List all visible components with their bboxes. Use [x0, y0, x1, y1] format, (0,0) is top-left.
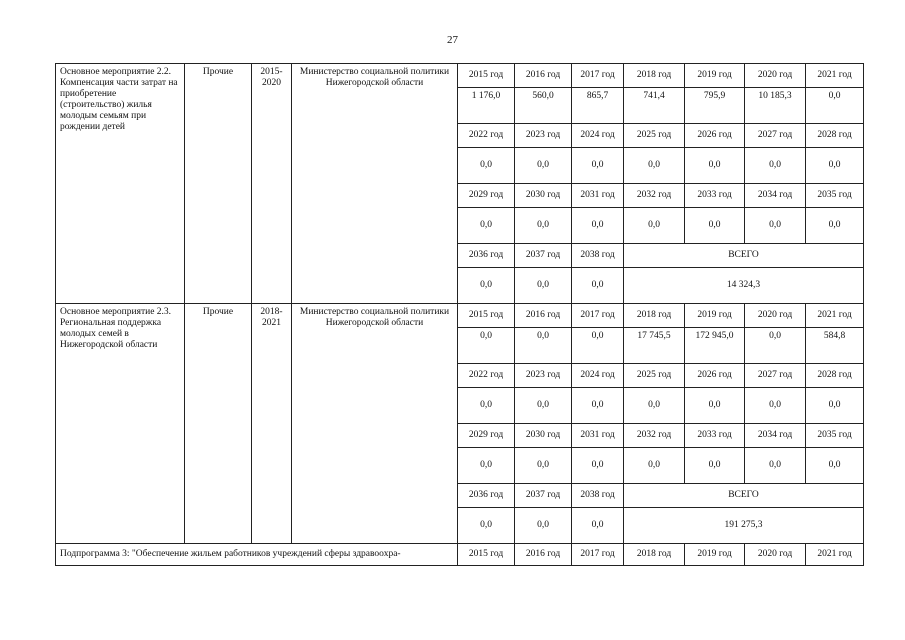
- year-header: 2025 год: [624, 124, 685, 148]
- year-header: 2021 год: [806, 64, 864, 88]
- measure-description: Основное мероприятие 2.2. Компенсация части затрат на приобретение (строительство) жилья молодым семьям при рождении детей: [56, 64, 185, 304]
- year-header: 2016 год: [515, 304, 572, 328]
- total-label: ВСЕГО: [624, 484, 864, 508]
- year-header: 2022 год: [458, 364, 515, 388]
- year-header: 2026 год: [685, 124, 745, 148]
- year-header: 2019 год: [685, 64, 745, 88]
- year-header: 2020 год: [745, 64, 806, 88]
- year-header: 2032 год: [624, 424, 685, 448]
- year-header: 2024 год: [572, 364, 624, 388]
- responsible-executor: Министерство социальной политики Нижегородской области: [292, 64, 458, 304]
- year-header: 2023 год: [515, 364, 572, 388]
- year-header: 2024 год: [572, 124, 624, 148]
- page-number: 27: [447, 34, 458, 46]
- subprogram-row: [56, 544, 864, 566]
- year-header: 2028 год: [806, 124, 864, 148]
- implementation-period: 2018-2021: [252, 304, 292, 544]
- year-header: 2015 год: [458, 304, 515, 328]
- year-header: 2015 год: [458, 64, 515, 88]
- year-header: 2017 год: [572, 304, 624, 328]
- year-value: 0,0: [806, 208, 864, 244]
- year-value: 0,0: [685, 208, 745, 244]
- year-value: 0,0: [458, 148, 515, 184]
- year-header: 2018 год: [624, 64, 685, 88]
- year-header: 2032 год: [624, 184, 685, 208]
- year-value: 0,0: [745, 388, 806, 424]
- implementation-period: 2015-2020: [252, 64, 292, 304]
- year-value: 0,0: [515, 508, 572, 544]
- year-header: 2017 год: [572, 544, 624, 566]
- year-value: 0,0: [515, 328, 572, 364]
- year-header: 2016 год: [515, 64, 572, 88]
- year-header: 2019 год: [685, 544, 745, 566]
- year-value: 0,0: [806, 448, 864, 484]
- year-header: 2036 год: [458, 484, 515, 508]
- year-header: 2020 год: [745, 304, 806, 328]
- year-value: 172 945,0: [685, 328, 745, 364]
- year-header: 2022 год: [458, 124, 515, 148]
- year-value: 0,0: [806, 388, 864, 424]
- years-row: [56, 304, 864, 328]
- year-value: 0,0: [685, 148, 745, 184]
- year-header: 2023 год: [515, 124, 572, 148]
- year-header: 2029 год: [458, 424, 515, 448]
- year-header: 2021 год: [806, 304, 864, 328]
- year-value: 0,0: [458, 388, 515, 424]
- year-value: 10 185,3: [745, 88, 806, 124]
- year-value: 0,0: [624, 208, 685, 244]
- year-header: 2030 год: [515, 424, 572, 448]
- total-value: 14 324,3: [624, 268, 864, 304]
- year-value: 0,0: [458, 448, 515, 484]
- year-header: 2017 год: [572, 64, 624, 88]
- year-header: 2038 год: [572, 484, 624, 508]
- year-value: 0,0: [745, 148, 806, 184]
- subprogram-title: Подпрограмма 3: "Обеспечение жильем работников учреждений сферы здравоохра-: [56, 544, 458, 566]
- year-value: 741,4: [624, 88, 685, 124]
- year-header: 2015 год: [458, 544, 515, 566]
- year-value: 0,0: [572, 268, 624, 304]
- funding-source: Прочие: [185, 304, 252, 544]
- year-value: 0,0: [685, 448, 745, 484]
- year-value: 0,0: [458, 208, 515, 244]
- year-value: 0,0: [745, 328, 806, 364]
- year-header: 2031 год: [572, 184, 624, 208]
- year-header: 2033 год: [685, 424, 745, 448]
- year-value: 17 745,5: [624, 328, 685, 364]
- year-header: 2027 год: [745, 364, 806, 388]
- funding-source: Прочие: [185, 64, 252, 304]
- year-value: 0,0: [515, 388, 572, 424]
- year-header: 2025 год: [624, 364, 685, 388]
- year-value: 0,0: [458, 268, 515, 304]
- year-value: 0,0: [572, 508, 624, 544]
- year-value: 0,0: [458, 508, 515, 544]
- year-value: 560,0: [515, 88, 572, 124]
- year-header: 2034 год: [745, 424, 806, 448]
- total-label: ВСЕГО: [624, 244, 864, 268]
- year-header: 2035 год: [806, 424, 864, 448]
- year-value: 0,0: [515, 148, 572, 184]
- year-value: 865,7: [572, 88, 624, 124]
- year-value: 0,0: [572, 388, 624, 424]
- year-header: 2030 год: [515, 184, 572, 208]
- year-header: 2020 год: [745, 544, 806, 566]
- year-value: 0,0: [515, 208, 572, 244]
- year-value: 0,0: [515, 268, 572, 304]
- year-header: 2034 год: [745, 184, 806, 208]
- financing-table: [55, 63, 864, 566]
- year-header: 2038 год: [572, 244, 624, 268]
- year-value: 0,0: [806, 88, 864, 124]
- year-value: 0,0: [624, 148, 685, 184]
- year-value: 584,8: [806, 328, 864, 364]
- year-header: 2021 год: [806, 544, 864, 566]
- year-header: 2031 год: [572, 424, 624, 448]
- year-value: 0,0: [624, 448, 685, 484]
- year-header: 2036 год: [458, 244, 515, 268]
- year-header: 2035 год: [806, 184, 864, 208]
- year-value: 0,0: [515, 448, 572, 484]
- year-header: 2028 год: [806, 364, 864, 388]
- year-header: 2018 год: [624, 304, 685, 328]
- year-header: 2037 год: [515, 244, 572, 268]
- year-header: 2027 год: [745, 124, 806, 148]
- year-header: 2018 год: [624, 544, 685, 566]
- year-value: 0,0: [572, 208, 624, 244]
- year-header: 2029 год: [458, 184, 515, 208]
- measure-description: Основное мероприятие 2.3. Региональная поддержка молодых семей в Нижегородской области: [56, 304, 185, 544]
- year-value: 1 176,0: [458, 88, 515, 124]
- year-value: 795,9: [685, 88, 745, 124]
- year-value: 0,0: [745, 448, 806, 484]
- year-value: 0,0: [624, 388, 685, 424]
- year-header: 2026 год: [685, 364, 745, 388]
- year-header: 2033 год: [685, 184, 745, 208]
- year-value: 0,0: [806, 148, 864, 184]
- year-value: 0,0: [572, 328, 624, 364]
- year-header: 2019 год: [685, 304, 745, 328]
- year-value: 0,0: [685, 388, 745, 424]
- total-value: 191 275,3: [624, 508, 864, 544]
- responsible-executor: Министерство социальной политики Нижегородской области: [292, 304, 458, 544]
- year-value: 0,0: [458, 328, 515, 364]
- year-value: 0,0: [572, 148, 624, 184]
- years-row: [56, 64, 864, 88]
- year-header: 2016 год: [515, 544, 572, 566]
- year-header: 2037 год: [515, 484, 572, 508]
- year-value: 0,0: [572, 448, 624, 484]
- year-value: 0,0: [745, 208, 806, 244]
